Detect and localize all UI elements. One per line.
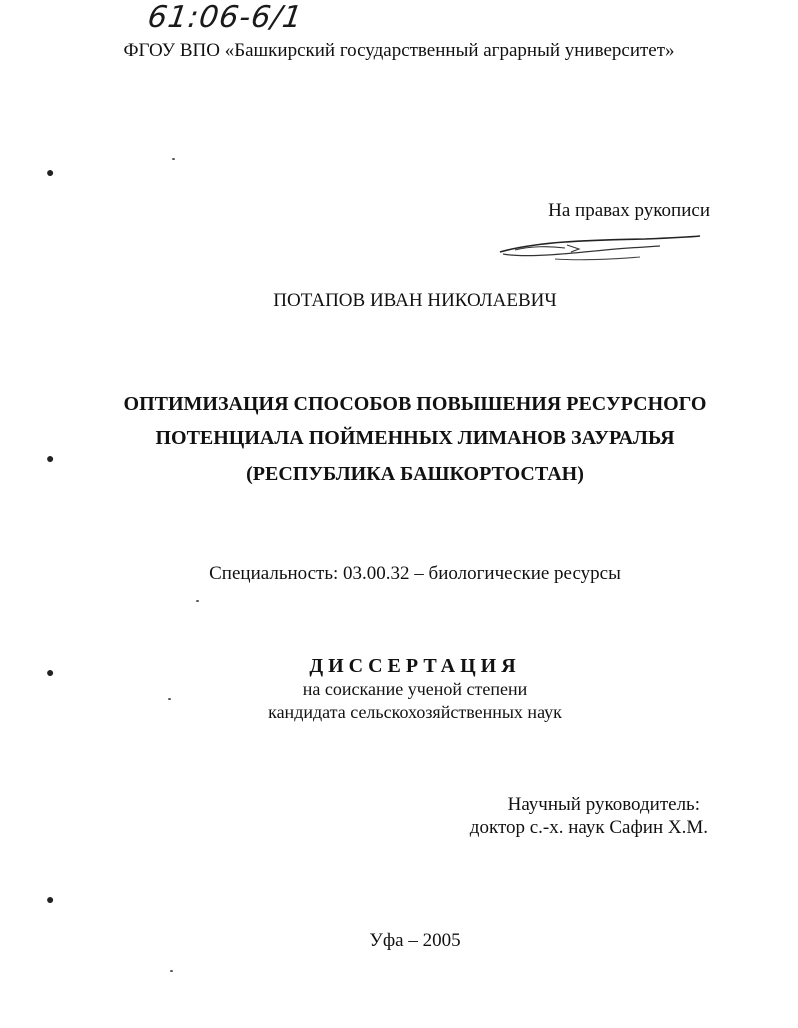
signature	[495, 228, 705, 268]
supervisor-title: Научный руководитель:	[507, 794, 700, 815]
city-year: Уфа – 2005	[369, 930, 461, 951]
scan-speck	[172, 158, 175, 160]
binding-mark-icon: ●	[46, 452, 55, 467]
binding-mark-icon: ●	[46, 166, 55, 181]
scan-speck	[170, 970, 173, 972]
degree-line-1: на соискание ученой степени	[302, 679, 528, 699]
specialty: Специальность: 03.00.32 – биологические ресурсы	[209, 563, 621, 584]
document-type: ДИССЕРТАЦИЯ	[309, 655, 521, 677]
scan-speck	[196, 600, 199, 602]
degree-line-2: кандидата сельскохозяйственных наук	[268, 702, 562, 722]
manuscript-note: На правах рукописи	[548, 200, 710, 221]
supervisor-name: доктор с.-х. наук Сафин Х.М.	[469, 817, 708, 838]
binding-mark-icon: ●	[46, 893, 55, 908]
binding-mark-icon: ●	[46, 666, 55, 681]
scan-speck	[168, 698, 171, 700]
archive-code-handwritten: 61:06-6/1	[145, 0, 306, 35]
title-line-1: ОПТИМИЗАЦИЯ СПОСОБОВ ПОВЫШЕНИЯ РЕСУРСНОГО	[123, 393, 707, 415]
title-line-3: (РЕСПУБЛИКА БАШКОРТОСТАН)	[246, 463, 584, 485]
author-name: ПОТАПОВ ИВАН НИКОЛАЕВИЧ	[273, 290, 557, 311]
institution-name: ФГОУ ВПО «Башкирский государственный аграрный университет»	[123, 40, 675, 61]
title-line-2: ПОТЕНЦИАЛА ПОЙМЕННЫХ ЛИМАНОВ ЗАУРАЛЬЯ	[155, 427, 675, 449]
